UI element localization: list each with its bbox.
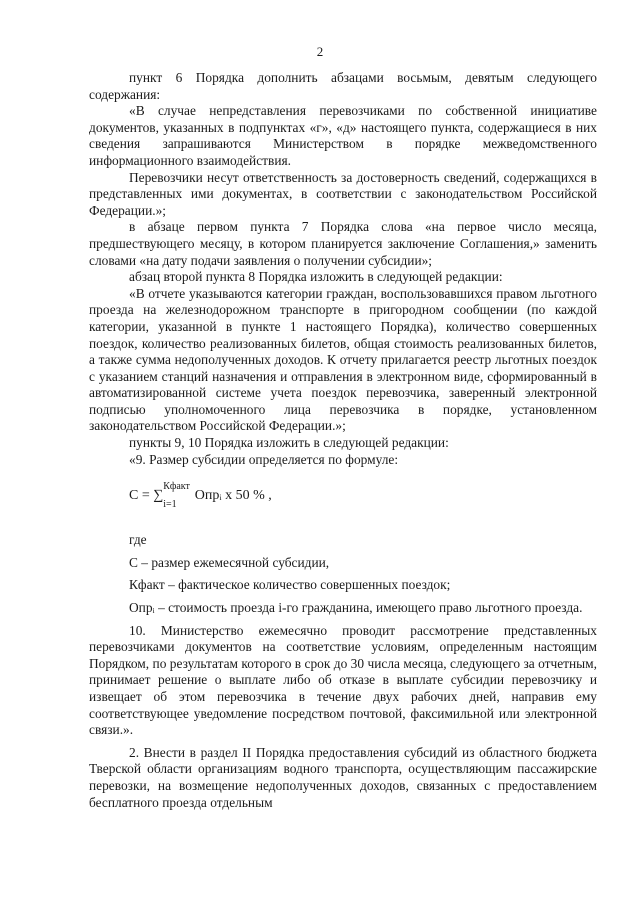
document-body [89, 70, 597, 811]
subsidy-formula [89, 468, 597, 526]
paragraph-points-9-10: пункты 9, 10 Порядка изложить в следующей редакции: [129, 435, 449, 451]
paragraph-report: «В отчете указываются категории граждан, воспользовавшихся правом льготного проезда на железнодорожном транспорте в пригородном сообщении (по каждой категории, указанной в пункте 1 настоящего Порядка), количество совершенных поездок, количество реализованных билетов, общая стоимость реализованных билетов, а также сумма недополученных доходов. К отчету прилагается реестр льготных поездок с указанием станций назначения и отправления в электронном виде, сформированный в автоматизированной системе учета поездок перевозчика, заверенный электронной подписью уполномоченного лица перевозчика в порядке, установленном законодательством Российской Федерации.»; [89, 285, 597, 434]
paragraph-point-10: 10. Министерство ежемесячно проводит рассмотрение представленных перевозчиками документов на соответствие условиям, определенным настоящим Порядком, по результатам которого в срок до 30 числа месяца, следующего за отчетным, принимает решение о выплате либо об отказе в выплате субсидии перевозчику и извещает об этом перевозчика в течение двух рабочих дней, направив ему соответствующее уведомление посредством почтовой, факсимильной или электронной связи.». [89, 622, 597, 738]
formula-rhs: Опрᵢ x 50 % , [194, 488, 272, 504]
paragraph-responsibility: Перевозчики несут ответственность за достоверность сведений, содержащихся в представленных ими документах, в соответствии с законодательством Российской Федерации.»; [89, 169, 597, 218]
definition-opr: Опрᵢ – стоимость проезда i-го гражданина, имеющего право льготного проезда. [129, 600, 583, 616]
paragraph-formula-intro: «9. Размер субсидии определяется по формуле: [129, 451, 399, 467]
paragraph-section-2: 2. Внести в раздел II Порядка предоставления субсидий из областного бюджета Тверской области организациям водного транспорта, осуществляющим пассажирские перевозки, на возмещение недополученных доходов, связанных с предоставлением бесплатного проезда отдельным [89, 744, 597, 810]
paragraph-where: где [129, 532, 147, 548]
formula-upper-limit: Кфакт [163, 481, 190, 493]
formula-lower-limit: i=1 [163, 499, 177, 511]
page-number: 2 [316, 44, 324, 59]
definition-c: С – размер ежемесячной субсидии, [129, 554, 330, 570]
paragraph-point-8-intro: абзац второй пункта 8 Порядка изложить в следующей редакции: [129, 269, 503, 285]
formula-limits [163, 481, 191, 511]
formula-lhs: С = ∑ [129, 488, 164, 504]
paragraph-quote-1: «В случае непредставления перевозчиками по собственной инициативе документов, указанных в подпунктах «г», «д» настоящего пункта, содержащиеся в них сведения запрашиваются Министерством в порядке межведомственного информационного взаимодействия. [89, 103, 597, 168]
definition-kfakt: Кфакт – фактическое количество совершенных поездок; [129, 577, 451, 593]
paragraph-intro: пункт 6 Порядка дополнить абзацами восьмым, девятым следующего содержания: [89, 70, 597, 102]
paragraph-point-7: в абзаце первом пункта 7 Порядка слова «на первое число месяца, предшествующего месяцу, в котором планируется заключение Соглашения,» заменить словами «на дату подачи заявления о получении субсидии»; [89, 219, 597, 268]
